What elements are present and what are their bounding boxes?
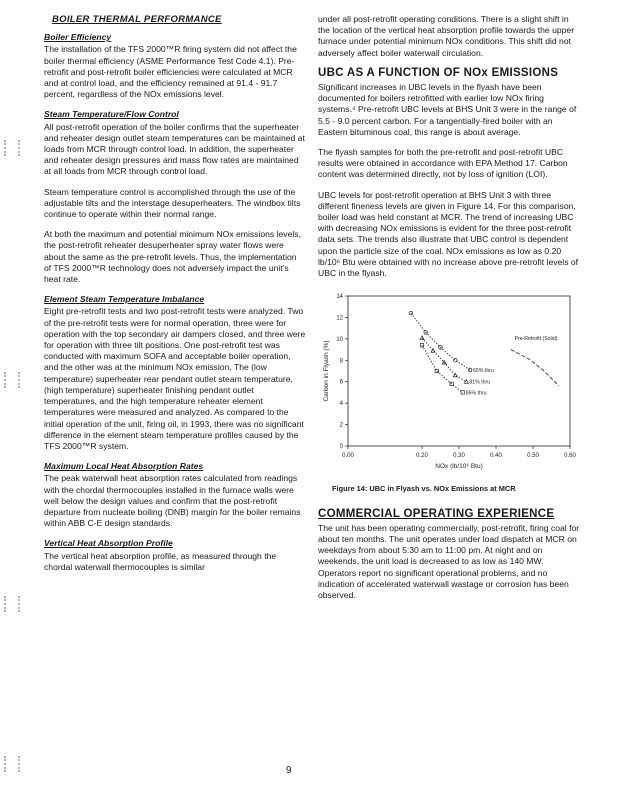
data-point bbox=[468, 368, 472, 372]
paragraph: The unit has been operating commercially, post-retrofit, firing coal for about ten months. The unit operates under load dispatch at MCR on weekdays from about 5:30 am to 11:00 pm. At night and on weekends, the unit load is decreased to as low as 140 MW. Operators report no significant operational problems, and no indication of accelerated waterwall wastage or corrosion has been observed. bbox=[318, 522, 580, 601]
plot-frame bbox=[348, 296, 570, 446]
x-axis-label: NOx (lb/10⁶ Btu) bbox=[435, 463, 483, 471]
y-tick-label: 14 bbox=[336, 294, 343, 301]
data-point bbox=[420, 344, 423, 347]
data-point bbox=[431, 349, 435, 353]
y-tick-label: 4 bbox=[339, 401, 343, 408]
right-column bbox=[318, 14, 580, 610]
section-heading-commercial: COMMERCIAL OPERATING EXPERIENCE bbox=[318, 507, 555, 520]
y-tick-label: 8 bbox=[339, 358, 343, 365]
x-tick-label: 0.50 bbox=[527, 453, 539, 460]
series-line bbox=[511, 350, 559, 386]
x-tick-label: 0.20 bbox=[416, 453, 428, 460]
ubc-vs-nox-chart bbox=[318, 288, 580, 478]
punch-hole-mark bbox=[4, 596, 20, 612]
paragraph: The vertical heat absorption profile, as measured through the chordal waterwall thermocouples is similar bbox=[44, 550, 277, 572]
paragraph: UBC levels for post-retrofit operation at BHS Unit 3 with three different fineness levels are given in Figure 14. For this comparison, boiler load was held constant at MCR. The trend of increasing UBC with decreasing NOx emissions is evident for the three post-retrofit data sets. The trends also illustrate that UBC control is dependent upon the particle size of the coal. NOx emissions as low as 0.20 lb/10⁶ Btu were obtained with no increase above pre-retrofit levels of UBC in the flyash. bbox=[318, 189, 579, 279]
heading-steam-temperature: Steam Temperature/Flow Control bbox=[44, 109, 179, 120]
paragraph: Significant increases in UBC levels in the flyash have been documented for boilers retrofitted with earlier low NOx firing systems.⁴ Pre-retrofit UBC levels at BHS Unit 3 were in the range of 5.5 - 9.0 percent carbon. For a tangentially-fired boiler with an Eastern bituminous coal, this range is about average. bbox=[318, 82, 577, 137]
heading-boiler-efficiency: Boiler Efficiency bbox=[44, 32, 112, 43]
series-label: 65% thru bbox=[473, 368, 494, 375]
x-tick-label: 0.40 bbox=[490, 453, 502, 460]
heading-element-imbalance: Element Steam Temperature Imbalance bbox=[44, 294, 205, 305]
data-point bbox=[461, 391, 464, 394]
data-point bbox=[420, 336, 424, 340]
figure-14-chart bbox=[318, 288, 580, 481]
data-point bbox=[464, 380, 468, 384]
paragraph: The installation of the TFS 2000™R firing system did not affect the boiler thermal efficiency (ASME Performance Test Code 4.1). Pre-retrofit and post-retrofit boiler efficiencies were calculated at MCR and at control load, and the efficiency remained at 91.4 - 91.7 percent, regardless of the NOx emissions level. bbox=[44, 44, 297, 100]
paragraph: The peak waterwall heat absorption rates calculated from readings with the chordal thermocouples installed in the furnace walls were well below the design values and confirm that the post-retrofit departure from nucleate boiling (DNB) margin for the boiler remains within ABB C-E design standards. bbox=[44, 473, 301, 529]
page-number: 9 bbox=[286, 765, 292, 776]
paragraph: Eight pre-retrofit tests and two post-retrofit tests were analyzed. Two of the pre-retrofit tests were for normal operation, three were for operation with the top secondary air dampers closed, and three were for operation with three tilt positions. One post-retrofit test was conducted with maximum SOFA and acceptable boiler operation, and the other was at the minimum NOx emission. The (low temperature) superheater rear pendant outlet steam temperature, (high temperature) superheater finishing pendant outlet temperatures, and the high temperature reheater element temperatures were measured and analyzed. As compared to the initial operation of the unit, firing oil, in 1993, there was no significant difference in the element steam temperature profiles caused by the TFS 2000™R system. bbox=[44, 306, 306, 451]
section-heading-ubc: UBC AS A FUNCTION OF NOx EMISSIONS bbox=[318, 66, 559, 79]
series-line bbox=[411, 313, 470, 370]
y-tick-label: 10 bbox=[336, 337, 343, 344]
x-tick-label: 0.30 bbox=[453, 453, 465, 460]
paragraph-continuation: under all post-retrofit operating conditions. There is a slight shift in the location of the vertical heat absorption profile towards the upper furnace under potential minimum NOx conditions. This shift did not adversely affect boiler waterwall circulation. bbox=[318, 14, 575, 58]
figure-caption: Figure 14: UBC in Flyash vs. NOx Emissions at MCR bbox=[332, 484, 516, 494]
paragraph: Steam temperature control is accomplished through the use of the adjustable tilts and the interstage desuperheaters. The windbox tilts continue to operate within their normal range. bbox=[44, 186, 301, 220]
y-tick-label: 2 bbox=[339, 422, 343, 429]
punch-hole-mark bbox=[4, 372, 20, 388]
punch-hole-mark bbox=[4, 140, 20, 156]
heading-vertical-heat-absorption: Vertical Heat Absorption Profile bbox=[44, 538, 173, 549]
series-line bbox=[422, 346, 463, 393]
series-label: Pre-Retrofit (Solid) bbox=[514, 336, 558, 343]
series-label: 81% thru bbox=[469, 379, 491, 386]
series-label: 85% thru bbox=[465, 390, 487, 397]
paragraph: All post-retrofit operation of the boiler confirms that the superheater and reheater design outlet steam temperatures can be maintained at loads from MCR through control load. In addition, the superheater and reheater design pressures and mass flow rates are maintained at all loads from MCR through control load. bbox=[44, 121, 305, 177]
x-tick-label: 0.60 bbox=[564, 453, 576, 460]
paragraph: The flyash samples for both the pre-retrofit and post-retrofit UBC results were obtained in accordance with EPA Method 17. Carbon content was determined directly, not by loss of ignition (LOI). bbox=[318, 147, 568, 180]
punch-hole-mark bbox=[4, 756, 20, 772]
left-column bbox=[44, 14, 306, 582]
y-tick-label: 0 bbox=[339, 444, 343, 451]
running-header: BOILER THERMAL PERFORMANCE bbox=[52, 14, 222, 25]
paragraph: At both the maximum and potential minimum NOx emissions levels, the post-retrofit reheater desuperheater spray water flows were about the same as the pre-retrofit levels. Thus, the implementation of TFS 2000™R technology does not adversely impact the unit's heat rate. bbox=[44, 229, 301, 285]
y-tick-label: 6 bbox=[339, 379, 343, 386]
data-point bbox=[454, 359, 458, 363]
x-tick-label: 0.00 bbox=[342, 453, 354, 460]
y-axis-label: Carbon in Flyash (%) bbox=[323, 340, 330, 402]
heading-local-heat-absorption: Maximum Local Heat Absorption Rates bbox=[44, 461, 204, 472]
y-tick-label: 12 bbox=[336, 315, 343, 322]
